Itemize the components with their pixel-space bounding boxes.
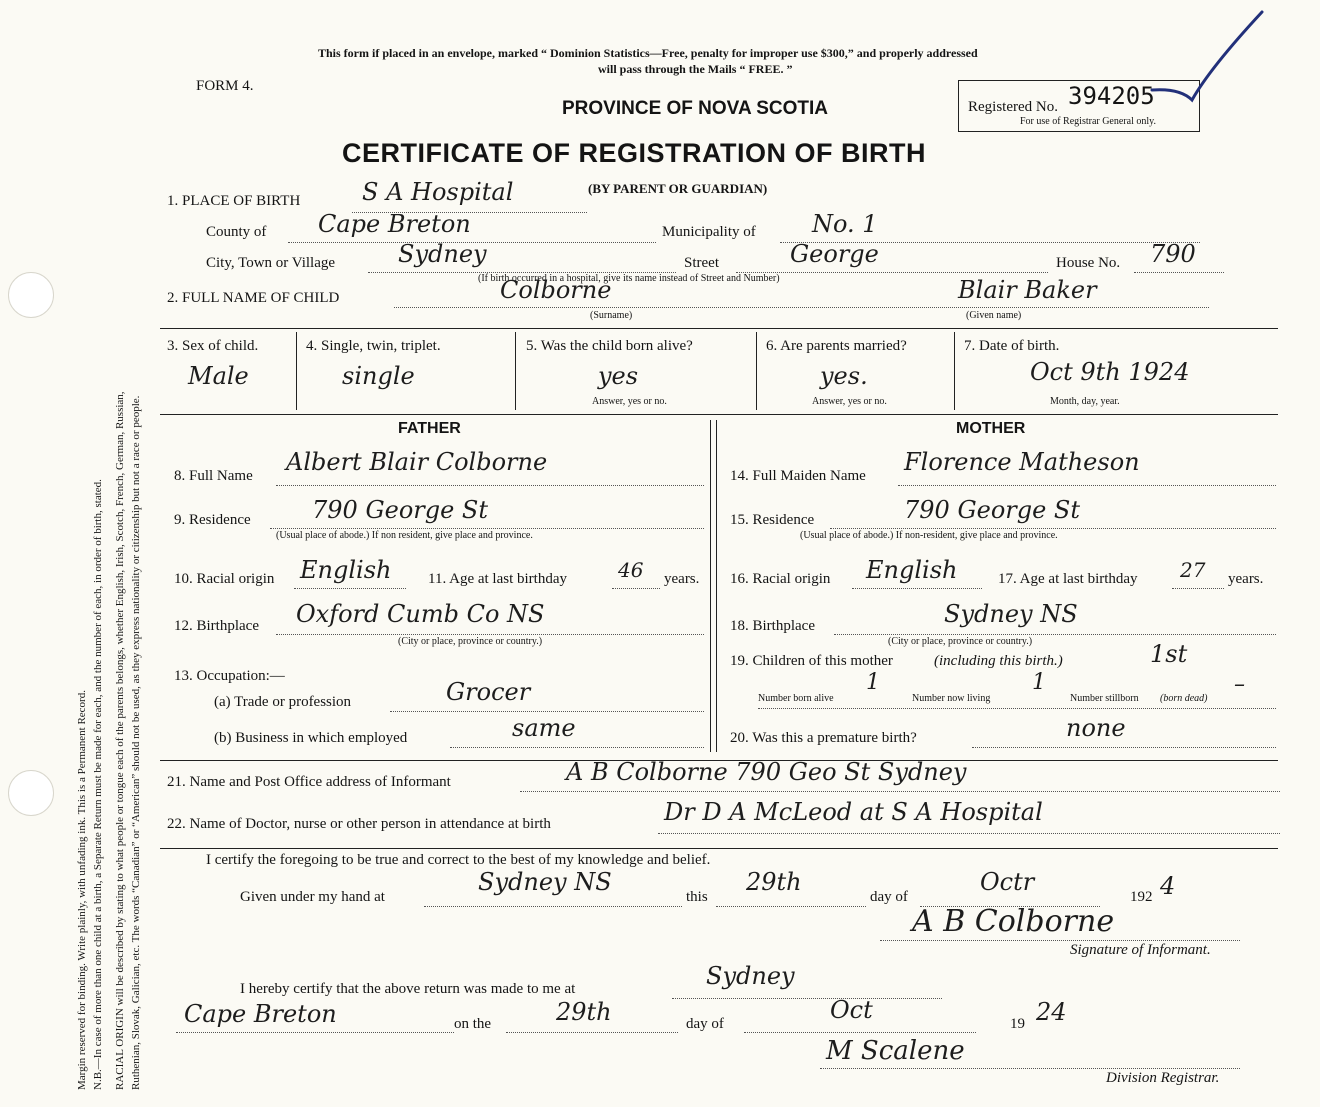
father-age-label: 11. Age at last birthday bbox=[428, 571, 567, 587]
father-name-label: 8. Full Name bbox=[174, 468, 253, 484]
father-heading: FATHER bbox=[398, 420, 461, 437]
plurality-value: single bbox=[342, 362, 415, 390]
mother-residence-label: 15. Residence bbox=[730, 512, 815, 528]
born-alive-count-label: Number born alive bbox=[758, 693, 834, 704]
mother-age-label: 17. Age at last birthday bbox=[998, 571, 1138, 587]
informant-label: 21. Name and Post Office address of Informant bbox=[167, 774, 451, 790]
father-racial-label: 10. Racial origin bbox=[174, 571, 275, 587]
side-note-1: Margin reserved for binding. Write plainly, with unfading ink. This is a Permanent Record. bbox=[76, 690, 88, 1090]
municipality-label: Municipality of bbox=[662, 224, 756, 240]
registrar-day-value: 29th bbox=[556, 998, 612, 1026]
father-residence-label: 9. Residence bbox=[174, 512, 251, 528]
father-residence-value: 790 George St bbox=[312, 496, 489, 524]
checkmark-icon bbox=[1150, 8, 1270, 108]
registrar-on-the-label: on the bbox=[454, 1016, 492, 1032]
premature-label: 20. Was this a premature birth? bbox=[730, 730, 917, 746]
postage-notice-line1: This form if placed in an envelope, marked “ Dominion Statistics—Free, penalty for improper use $300,” and properly addressed bbox=[318, 46, 978, 60]
street-label: Street bbox=[684, 255, 719, 271]
certificate-subtitle: (BY PARENT OR GUARDIAN) bbox=[588, 181, 768, 196]
mother-racial-label: 16. Racial origin bbox=[730, 571, 831, 587]
sex-label: 3. Sex of child. bbox=[167, 338, 259, 354]
plurality-label: 4. Single, twin, triplet. bbox=[306, 338, 441, 354]
registrar-day-of-label: day of bbox=[686, 1016, 724, 1032]
sex-value: Male bbox=[188, 362, 249, 390]
doctor-label: 22. Name of Doctor, nurse or other person in attendance at birth bbox=[167, 816, 551, 832]
now-living-label: Number now living bbox=[912, 693, 991, 704]
registrar-county-value: Cape Breton bbox=[184, 1000, 337, 1028]
informant-signature: A B Colborne bbox=[912, 904, 1115, 939]
mother-residence-caption: (Usual place of abode.) If non-resident, give place and province. bbox=[800, 530, 1058, 541]
surname-caption: (Surname) bbox=[590, 310, 633, 321]
father-racial-value: English bbox=[300, 556, 392, 584]
mother-birthplace-value: Sydney NS bbox=[944, 600, 1078, 628]
place-of-birth-value: S A Hospital bbox=[362, 178, 514, 206]
certification-year-suffix: 4 bbox=[1160, 872, 1176, 900]
father-residence-caption: (Usual place of abode.) If non resident, give place and province. bbox=[276, 530, 533, 541]
father-age-value: 46 bbox=[618, 558, 644, 582]
father-name-value: Albert Blair Colborne bbox=[286, 448, 548, 476]
children-note: (including this birth.) bbox=[934, 653, 1063, 669]
mother-age-value: 27 bbox=[1180, 558, 1206, 582]
mother-residence-value: 790 George St bbox=[904, 496, 1081, 524]
county-value: Cape Breton bbox=[318, 210, 471, 238]
side-note-3: RACIAL ORIGIN will be described by stating to what people or tongue each of the parents belongs, whether English, Irish, Scotch, French, German, Russian, bbox=[114, 391, 126, 1090]
registrar-note: For use of Registrar General only. bbox=[1020, 116, 1156, 127]
date-of-birth-caption: Month, day, year. bbox=[1050, 396, 1120, 407]
born-alive-value: yes bbox=[598, 362, 639, 390]
informant-value: A B Colborne 790 Geo St Sydney bbox=[566, 758, 967, 786]
registered-number: 394205 bbox=[1068, 82, 1155, 110]
doctor-value: Dr D A McLeod at S A Hospital bbox=[664, 798, 1043, 826]
registrar-month-value: Oct bbox=[830, 996, 873, 1024]
trade-label: (a) Trade or profession bbox=[214, 694, 352, 710]
certification-day-value: 29th bbox=[746, 868, 802, 896]
date-of-birth-value: Oct 9th 1924 bbox=[1030, 358, 1190, 386]
county-label: County of bbox=[206, 224, 267, 240]
premature-value: none bbox=[1066, 714, 1126, 742]
mother-racial-value: English bbox=[866, 556, 958, 584]
mother-heading: MOTHER bbox=[956, 420, 1026, 437]
stillborn-value: – bbox=[1234, 672, 1245, 697]
certification-day-of-label: day of bbox=[870, 889, 908, 905]
stillborn-label: Number stillborn bbox=[1070, 693, 1139, 704]
trade-value: Grocer bbox=[446, 678, 531, 706]
registered-label: Registered No. bbox=[968, 99, 1058, 115]
province-heading: PROVINCE OF NOVA SCOTIA bbox=[562, 98, 829, 119]
parents-married-caption: Answer, yes or no. bbox=[812, 396, 887, 407]
given-name-caption: (Given name) bbox=[966, 310, 1022, 321]
born-alive-count-value: 1 bbox=[866, 670, 880, 695]
parents-married-label: 6. Are parents married? bbox=[766, 338, 907, 354]
form-label: FORM 4. bbox=[196, 78, 254, 94]
house-label: House No. bbox=[1056, 255, 1121, 271]
given-label: Given under my hand at bbox=[240, 889, 385, 905]
born-alive-caption: Answer, yes or no. bbox=[592, 396, 667, 407]
child-given-name-value: Blair Baker bbox=[958, 276, 1097, 304]
date-of-birth-label: 7. Date of birth. bbox=[964, 338, 1060, 354]
mother-birthplace-caption: (City or place, province or country.) bbox=[888, 636, 1033, 647]
certify-text: I certify the foregoing to be true and correct to the best of my knowledge and belief. bbox=[206, 852, 711, 868]
registrar-caption: Division Registrar. bbox=[1106, 1070, 1220, 1086]
father-birthplace-caption: (City or place, province or country.) bbox=[398, 636, 543, 647]
side-note-2: N.B.—In case of more than one child at a birth, a Separate Return must be made for each, and the number of each, in order of birth, stated. bbox=[92, 479, 104, 1090]
punch-hole-bottom bbox=[8, 770, 54, 816]
occupation-label: 13. Occupation:— bbox=[174, 668, 285, 684]
registrar-year-prefix: 19 bbox=[1010, 1016, 1025, 1032]
registrar-certify-text: I hereby certify that the above return was made to me at bbox=[240, 981, 576, 997]
certification-month-value: Octr bbox=[980, 868, 1035, 896]
children-value: 1st bbox=[1150, 640, 1188, 668]
registrar-year-suffix: 24 bbox=[1036, 998, 1067, 1026]
father-years-label: years. bbox=[664, 571, 700, 587]
registrar-signature: M Scalene bbox=[826, 1036, 965, 1066]
parents-married-value: yes. bbox=[820, 362, 868, 390]
city-value: Sydney bbox=[398, 240, 487, 268]
punch-hole-top bbox=[8, 272, 54, 318]
this-label: this bbox=[686, 889, 708, 905]
mother-name-value: Florence Matheson bbox=[904, 448, 1140, 476]
now-living-value: 1 bbox=[1032, 670, 1046, 695]
house-value: 790 bbox=[1150, 240, 1196, 268]
given-place-value: Sydney NS bbox=[478, 868, 612, 896]
child-surname-value: Colborne bbox=[500, 276, 612, 304]
postage-notice-line2: will pass through the Mails “ FREE. ” bbox=[598, 62, 793, 76]
mother-birthplace-label: 18. Birthplace bbox=[730, 618, 815, 634]
father-birthplace-value: Oxford Cumb Co NS bbox=[296, 600, 545, 628]
business-value: same bbox=[512, 714, 576, 742]
informant-signature-caption: Signature of Informant. bbox=[1070, 942, 1211, 958]
certificate-title: CERTIFICATE OF REGISTRATION OF BIRTH bbox=[342, 138, 926, 168]
registrar-place-value: Sydney bbox=[706, 962, 795, 990]
mother-name-label: 14. Full Maiden Name bbox=[730, 468, 866, 484]
city-label: City, Town or Village bbox=[206, 255, 336, 271]
hospital-note: (If birth occurred in a hospital, give its name instead of Street and Number) bbox=[478, 273, 780, 284]
child-name-label: 2. FULL NAME OF CHILD bbox=[167, 290, 340, 306]
side-note-4: Ruthenian, Slovak, Galician, etc. The words “Canadian” or “American” should not be used, as they express nationality or citizenship but not a race or people. bbox=[130, 395, 142, 1090]
born-alive-label: 5. Was the child born alive? bbox=[526, 338, 693, 354]
father-birthplace-label: 12. Birthplace bbox=[174, 618, 259, 634]
mother-years-label: years. bbox=[1228, 571, 1264, 587]
children-label: 19. Children of this mother bbox=[730, 653, 893, 669]
stillborn-note: (born dead) bbox=[1160, 693, 1208, 704]
certification-year-prefix: 192 bbox=[1130, 889, 1153, 905]
business-label: (b) Business in which employed bbox=[214, 730, 408, 746]
place-of-birth-label: 1. PLACE OF BIRTH bbox=[167, 193, 301, 209]
street-value: George bbox=[790, 240, 879, 268]
municipality-value: No. 1 bbox=[812, 210, 878, 238]
